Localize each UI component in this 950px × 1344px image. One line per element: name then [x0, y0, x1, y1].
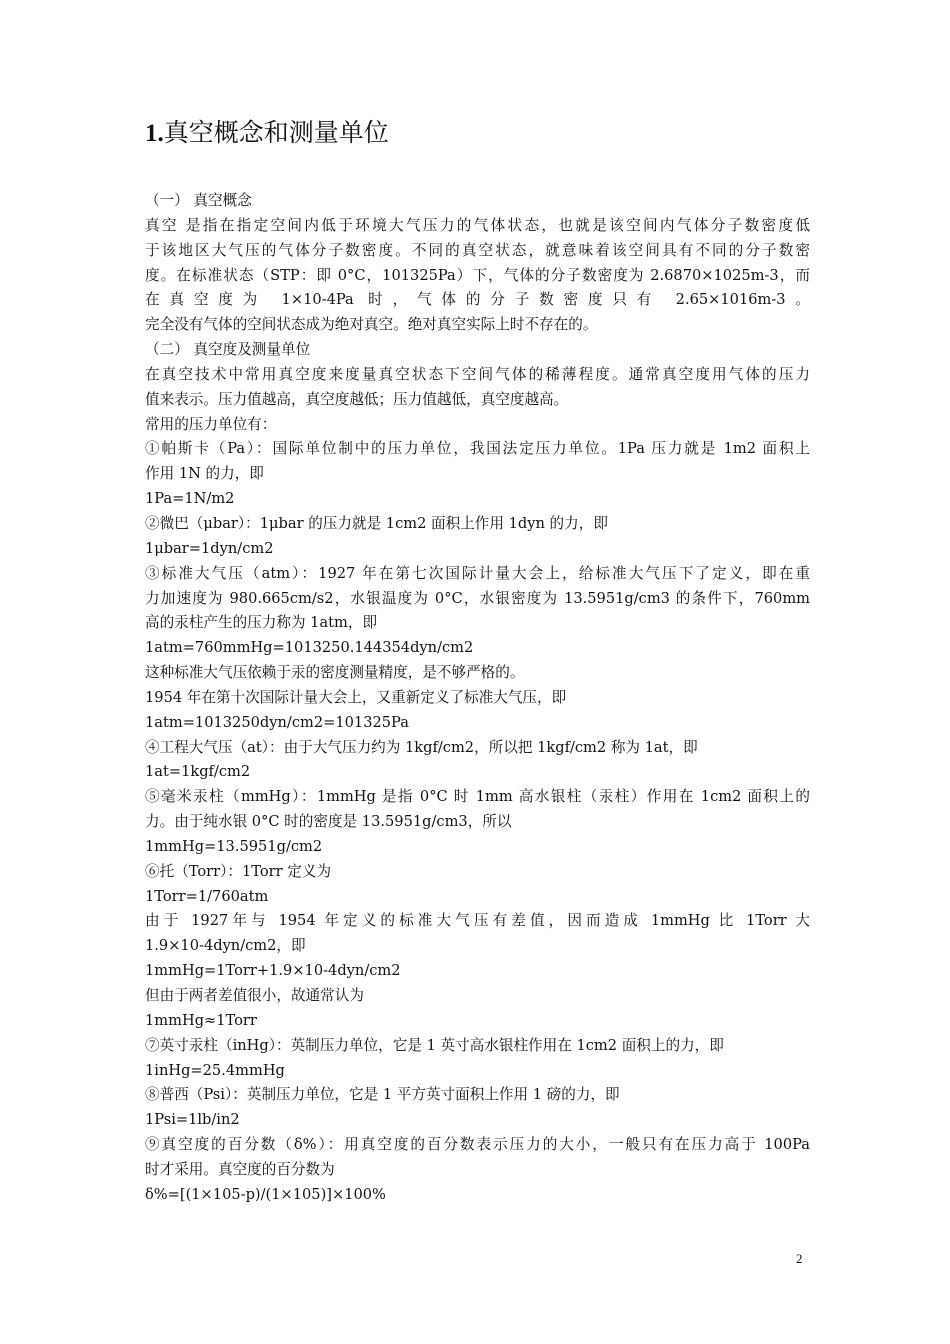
text-line: ⑦英寸汞柱（inHg）：英制压力单位，它是 1 英寸高水银柱作用在 1cm2 面积上的力，即 — [145, 1036, 724, 1054]
text-line: 在真空技术中常用真空度来度量真空状态下空间气体的稀薄程度。通常真空度用气体的压力 — [145, 365, 810, 383]
text-line: ②微巴（μbar）：1μbar 的压力就是 1cm2 面积上作用 1dyn 的力，即 — [145, 514, 608, 532]
text-line: 但由于两者差值很小，故通常认为 — [145, 987, 364, 1004]
text-line: ⑤毫米汞柱（mmHg）：1mmHg 是指 0°C 时 1mm 高水银柱（汞柱）作用在 1cm2 面积上的 — [145, 788, 810, 806]
text-line: 作用 1N 的力，即 — [145, 465, 264, 483]
text-line: （一） 真空概念 — [145, 192, 252, 209]
text-line: 1mmHg≈1Torr — [145, 1011, 257, 1029]
text-line: ⑨真空度的百分数（δ%）：用真空度的百分数表示压力的大小，一般只有在压力高于 100Pa — [145, 1136, 810, 1154]
text-line: ③标准大气压（atm）：1927 年在第七次国际计量大会上，给标准大气压下了定义，即在重 — [145, 564, 810, 582]
text-line: 力加速度为 980.665cm/s2，水银温度为 0°C，水银密度为 13.5951g/cm3 的条件下，760mm — [145, 589, 810, 607]
page-number: 2 — [796, 1251, 803, 1266]
text-line: 1Psi=1lb/in2 — [145, 1111, 240, 1129]
text-line: 1μbar=1dyn/cm2 — [145, 539, 274, 557]
text-line: 1atm=760mmHg=1013250.144354dyn/cm2 — [145, 639, 474, 657]
text-line: 1954 年在第十次国际计量大会上，又重新定义了标准大气压，即 — [145, 688, 567, 706]
text-line: 1inHg=25.4mmHg — [145, 1061, 285, 1079]
text-line: （二） 真空度及测量单位 — [145, 341, 311, 359]
text-line: 1Pa=1N/m2 — [145, 490, 235, 508]
text-line: ⑥托（Torr）：1Torr 定义为 — [145, 862, 332, 880]
text-line: ①帕斯卡（Pa）：国际单位制中的压力单位，我国法定压力单位。1Pa 压力就是 1m2 面积上 — [145, 440, 810, 458]
text-line: 值来表示。压力值越高，真空度越低；压力值越低，真空度越高。 — [145, 390, 569, 408]
text-line: 高的汞柱产生的压力称为 1atm，即 — [145, 614, 378, 632]
text-line: 常用的压力单位有： — [145, 415, 277, 433]
text-line: 1Torr=1/760atm — [145, 887, 269, 905]
text-line: 由于 1927年与 1954 年定义的标准大气压有差值，因而造成 1mmHg 比 1Torr 大 — [145, 912, 810, 930]
section-title-text: 真空概念和测量单位 — [163, 118, 389, 147]
text-line: 在真空度为 1×10-4Pa 时，气体的分子数密度只有 2.65×1016m-3。 — [145, 291, 810, 309]
text-line: 时才采用。真空度的百分数为 — [145, 1160, 335, 1178]
text-line: 1atm=1013250dyn/cm2=101325Pa — [145, 713, 409, 731]
body-text — [145, 189, 810, 1208]
text-line: 1at=1kgf/cm2 — [145, 763, 251, 781]
text-line: δ%=[(1×105-p)/(1×105)]×100% — [145, 1185, 386, 1203]
text-line: 1mmHg=13.5951g/cm2 — [145, 837, 323, 855]
text-line: ⑧普西（Psi）：英制压力单位，它是 1 平方英寸面积上作用 1 磅的力，即 — [145, 1086, 620, 1104]
section-number: 1. — [145, 120, 164, 147]
text-line: 1.9×10-4dyn/cm2，即 — [145, 937, 306, 955]
text-line: 于该地区大气压的气体分子数密度。不同的真空状态，就意味着该空间具有不同的分子数密 — [145, 241, 810, 259]
text-line: ④工程大气压（at）：由于大气压力约为 1kgf/cm2，所以把 1kgf/cm2 称为 1at，即 — [145, 738, 698, 756]
text-line: 力。由于纯水银 0°C 时的密度是 13.5951g/cm3，所以 — [145, 813, 512, 831]
text-line: 这种标准大气压依赖于汞的密度测量精度，是不够严格的。 — [145, 664, 525, 682]
section-title — [145, 113, 389, 154]
text-line: 度。在标准状态（STP：即 0°C，101325Pa）下，气体的分子数密度为 2.6870×1025m-3，而 — [145, 266, 810, 284]
text-line: 完全没有气体的空间状态成为绝对真空。绝对真空实际上时不存在的。 — [145, 316, 598, 334]
text-line: 真空 是指在指定空间内低于环境大气压力的气体状态，也就是该空间内气体分子数密度低 — [145, 216, 810, 234]
text-line: 1mmHg=1Torr+1.9×10-4dyn/cm2 — [145, 962, 401, 980]
